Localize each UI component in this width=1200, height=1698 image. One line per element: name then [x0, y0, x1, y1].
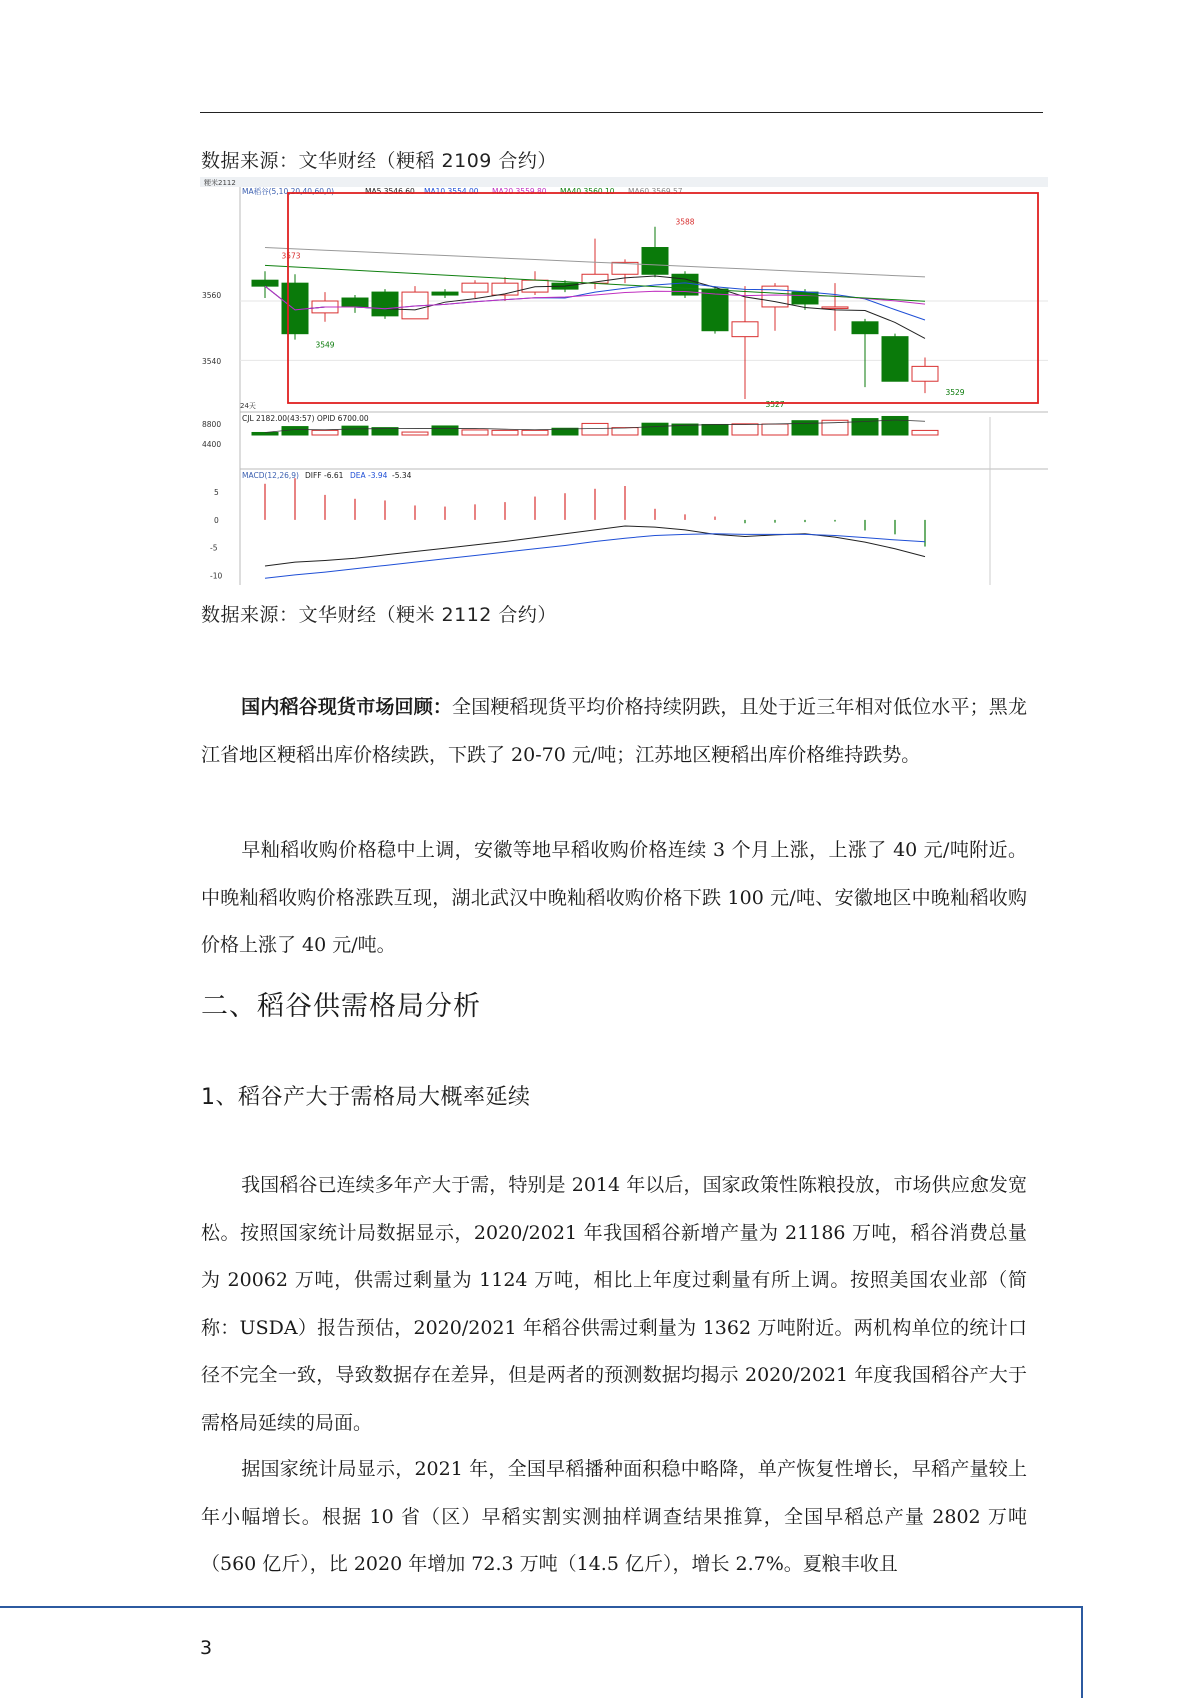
paragraph-body: 全国粳稻现货平均价格持续阴跌，且处于近三年相对低位水平；黑龙江省地区粳稻出库价格续跌，下跌了 20-70 元/吨；江苏地区粳稻出库价格维持跌势。 — [201, 696, 1027, 766]
price-annotation: 3529 — [945, 388, 965, 398]
macd-value-legend: -5.34 — [392, 471, 412, 480]
chart-title-text: 粳米2112 — [204, 179, 236, 187]
candle-body — [252, 280, 278, 286]
caption-bottom: 数据来源：文华财经（粳米 2112 合约） — [201, 604, 557, 626]
paragraph-supply-demand — [201, 1162, 1027, 1447]
candle-body — [852, 322, 878, 334]
volume-bar — [462, 430, 488, 435]
volume-bar — [882, 416, 908, 435]
price-tick-1: 3560 — [202, 291, 222, 300]
period-label: 24天 — [240, 402, 256, 410]
macd-tick: -10 — [210, 571, 223, 581]
volume-tick-2: 4400 — [202, 440, 222, 449]
volume-tick-1: 8800 — [202, 420, 222, 429]
price-tick-2: 3540 — [202, 357, 222, 366]
volume-bar — [642, 423, 668, 435]
ma40-legend: MA40 3560.10 — [560, 187, 615, 196]
paragraph-early-rice — [201, 827, 1027, 970]
volume-bar — [912, 430, 938, 435]
chart-title-bar — [200, 177, 1048, 187]
volume-bar — [762, 424, 788, 435]
candle-body — [462, 283, 488, 292]
macd-tick: 0 — [214, 515, 219, 525]
caption-top: 数据来源：文华财经（粳稻 2109 合约） — [201, 150, 557, 172]
volume-bar — [732, 424, 758, 435]
paragraph-body: 早籼稻收购价格稳中上调，安徽等地早稻收购价格连续 3 个月上涨，上涨了 40 元/吨附近。中晚籼稻收购价格涨跌互现，湖北武汉中晚籼稻收购价格下跌 100 元/吨、安徽地区中晚籼稻收购价格上涨了 40 元/吨。 — [201, 839, 1027, 956]
candle-body — [882, 337, 908, 382]
volume-bar — [522, 430, 548, 435]
footer-frame — [0, 1606, 1083, 1698]
candle-body — [912, 366, 938, 381]
macd-tick: -5 — [210, 543, 218, 553]
volume-bar — [702, 424, 728, 435]
price-annotation: 3527 — [765, 400, 785, 410]
candle-body — [372, 292, 398, 316]
page-number: 3 — [200, 1637, 213, 1659]
volume-bar — [612, 428, 638, 435]
ma5-legend: MA5 3546.60 — [365, 187, 415, 196]
section-heading: 二、稻谷供需格局分析 — [201, 991, 481, 1022]
volume-bar — [252, 432, 278, 435]
candle-body — [342, 298, 368, 307]
macd-dea-legend: DEA -3.94 — [350, 471, 388, 480]
volume-bar — [312, 430, 338, 435]
paragraph-body: 据国家统计局显示，2021 年，全国早稻播种面积稳中略降，单产恢复性增长，早稻产量较上年小幅增长。根据 10 省（区）早稻实割实测抽样调查结果推算，全国早稻总产量 2802 万吨（560 亿斤），比 2020 年增加 72.3 万吨（14.5 亿斤），增长 2.7%。夏粮丰收且 — [201, 1458, 1027, 1575]
price-annotation: 3549 — [315, 340, 335, 350]
candle-body — [642, 248, 668, 275]
candle-body — [492, 283, 518, 295]
paragraph-lead: 国内稻谷现货市场回顾： — [241, 696, 453, 718]
candle-body — [282, 283, 308, 334]
ma20-legend: MA20 3559.80 — [492, 187, 547, 196]
volume-legend: CJL 2182.00(43:57) OPID 6700.00 — [242, 414, 369, 423]
volume-bar — [402, 432, 428, 435]
subsection-heading: 1、稻谷产大于需格局大概率延续 — [201, 1085, 531, 1110]
macd-diff-legend: DIFF -6.61 — [305, 471, 344, 480]
macd-tick: 5 — [214, 488, 219, 498]
paragraph-market-review — [201, 684, 1027, 779]
ma-legend-label: MA稻谷(5,10,20,40,60,0) — [242, 187, 335, 196]
volume-bar — [432, 426, 458, 435]
paragraph-early-rice-output — [201, 1446, 1027, 1589]
macd-legend-label: MACD(12,26,9) — [242, 471, 299, 480]
candle-body — [822, 307, 848, 309]
price-annotation: 3588 — [675, 217, 695, 227]
volume-bar — [492, 430, 518, 435]
price-annotation: 3573 — [281, 251, 301, 261]
header-rule — [200, 112, 1043, 113]
volume-bar — [582, 423, 608, 435]
paragraph-body: 我国稻谷已连续多年产大于需，特别是 2014 年以后，国家政策性陈粮投放，市场供应愈发宽松。按照国家统计局数据显示，2020/2021 年我国稻谷新增产量为 21186 万吨，稻谷消费总量为 20062 万吨，供需过剩量为 1124 万吨，相比上年度过剩量有所上调。按照美国农业部（简称：USDA）报告预估，2020/2021 年稻谷供需过剩量为 1362 万吨附近。两机构单位的统计口径不完全一致，导致数据存在差异，但是两者的预测数据均揭示 2020/2021 年度我国稻谷产大于需格局延续的局面。 — [201, 1174, 1027, 1434]
chart-svg — [200, 177, 1048, 585]
ma10-legend: MA10 3554.00 — [424, 187, 479, 196]
candlestick-chart — [200, 177, 1048, 585]
ma60-legend: MA60 3569.57 — [628, 187, 683, 196]
candle-body — [732, 322, 758, 337]
volume-bar — [342, 426, 368, 435]
candle-body — [702, 289, 728, 331]
candle-body — [432, 292, 458, 295]
